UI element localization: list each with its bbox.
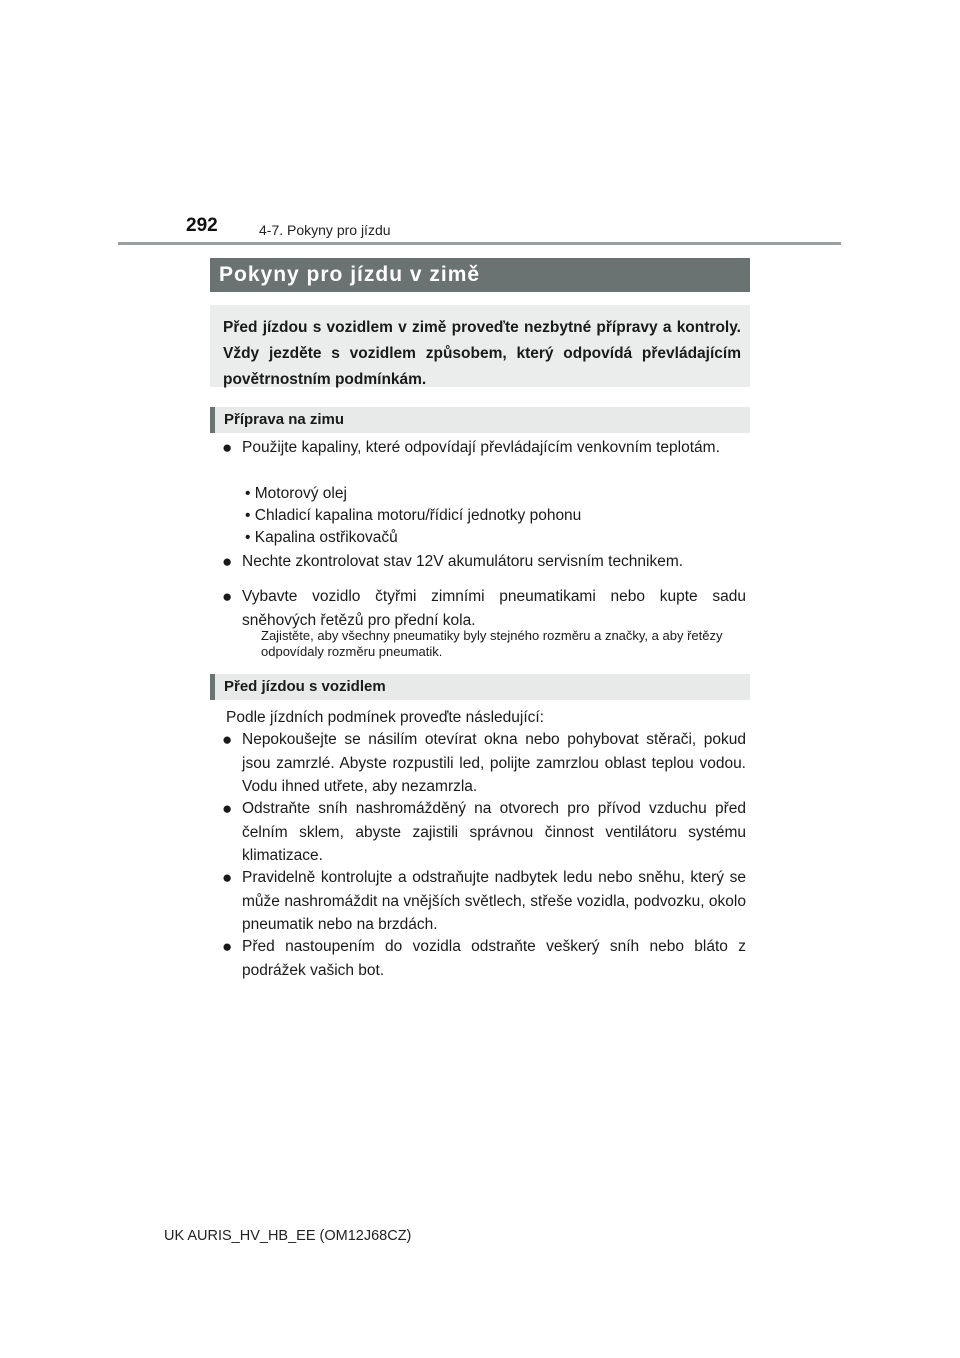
intro-box [210,305,750,387]
page-header [0,0,960,250]
sub-list-item-text: Chladicí kapalina motoru/řídicí jednotky pohonu [254,507,582,524]
list-item [222,550,746,574]
bullet-icon: ● [222,868,233,887]
list-item [222,585,746,632]
sub-list-item [245,527,398,549]
heading-accent-bar [210,407,215,433]
list-item-text: Vybavte vozidlo čtyřmi zimními pneumatikami nebo kupte sadu sněhových řetězů pro přední kola. [242,588,746,629]
header-rule [118,242,841,245]
sub-bullet-icon: • [245,529,251,546]
list-item [222,935,746,982]
list-item-text: Použijte kapaliny, které odpovídají převládajícím venkovním teplotám. [242,439,720,456]
section-path: 4-7. Pokyny pro jízdu [259,222,391,238]
list-item-text: Nechte zkontrolovat stav 12V akumulátoru servisním technikem. [242,553,684,570]
page-title: Pokyny pro jízdu v zimě [210,258,750,292]
sub-bullet-icon: • [245,507,251,524]
heading-accent-bar [210,674,215,700]
note-text: Zajistěte, aby všechny pneumatiky byly stejného rozměru a značky, a aby řetězy odpovídaly rozměru pneumatik. [261,628,723,659]
bullet-icon: ● [222,730,233,749]
list-item [222,797,746,868]
section-heading-before-driving [210,674,750,700]
bullet-icon: ● [222,937,233,956]
list-item [222,866,746,937]
page-footer: UK AURIS_HV_HB_EE (OM12J68CZ) [164,1228,412,1244]
bullet-icon: ● [222,438,233,457]
bullet-icon: ● [222,587,233,606]
intro-text: Před jízdou s vozidlem v zimě proveďte nezbytné přípravy a kontroly. Vždy jezděte s vozidlem způsobem, který odpovídá převládajícím povětrnostním podmínkám. [223,319,741,388]
page-number: 292 [186,215,218,236]
section-heading-text: Příprava na zimu [224,411,345,428]
list-item-text: Před nastoupením do vozidla odstraňte veškerý sníh nebo bláto z podrážek vašich bot. [242,938,746,979]
lead-text: Podle jízdních podmínek proveďte následující: [226,709,544,726]
list-item-text: Odstraňte sníh nashromážděný na otvorech pro přívod vzduchu před čelním sklem, abyste zajistili správnou činnost ventilátoru systému klimatizace. [242,800,746,864]
sub-list-item-text: Kapalina ostřikovačů [254,529,398,546]
sub-list-item [245,483,347,505]
sub-list-item-text: Motorový olej [254,485,347,502]
list-item [222,728,746,799]
bullet-icon: ● [222,552,233,571]
sub-bullet-icon: • [245,485,251,502]
bullet-icon: ● [222,799,233,818]
sub-list-item [245,505,581,527]
list-item [222,436,746,460]
section-heading-winter-prep [210,407,750,433]
section-heading-text: Před jízdou s vozidlem [224,678,386,695]
list-item-text: Nepokoušejte se násilím otevírat okna nebo pohybovat stěrači, pokud jsou zamrzlé. Abyste rozpustili led, polijte zamrzlou oblast teplou vodou. Vodu ihned utřete, aby nezamrzla. [242,731,746,795]
list-item-text: Pravidelně kontrolujte a odstraňujte nadbytek ledu nebo sněhu, který se může nashromáždit na vnějších světlech, střeše vozidla, podvozku, okolo pneumatik nebo na brzdách. [242,869,746,933]
